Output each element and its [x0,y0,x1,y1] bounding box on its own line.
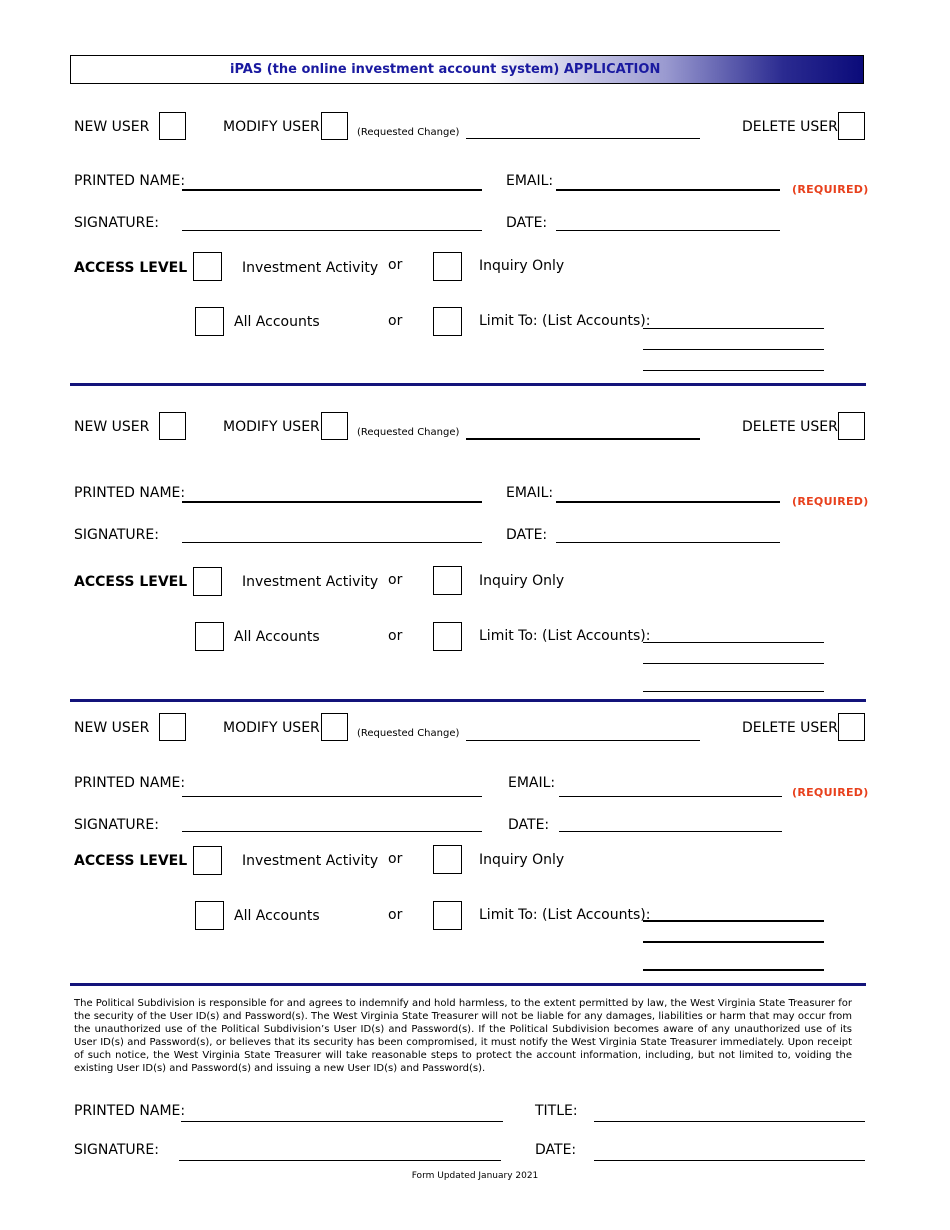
form-updated-footer: Form Updated January 2021 [411,1171,539,1181]
investment-activity-label: Investment Activity [242,260,379,276]
signature-field[interactable] [182,831,482,832]
new-user-checkbox[interactable] [159,412,186,440]
signature-label: SIGNATURE: [74,817,159,833]
all-accounts-label: All Accounts [234,314,320,330]
access-level-label: ACCESS LEVEL [74,260,188,276]
printed-name-label: PRINTED NAME: [74,173,186,189]
signature-label: SIGNATURE: [74,215,159,231]
account-list-field-2[interactable] [643,349,824,350]
auth-signature-field[interactable] [179,1160,501,1161]
delete-user-checkbox[interactable] [838,112,865,140]
account-list-field-2[interactable] [643,941,824,943]
requested-change-label: (Requested Change) [357,728,460,739]
all-accounts-label: All Accounts [234,629,320,645]
title-label: TITLE: [535,1103,578,1119]
limit-to-label: Limit To: (List Accounts): [479,628,651,644]
new-user-checkbox[interactable] [159,112,186,140]
modify-user-checkbox[interactable] [321,112,348,140]
account-list-field-1[interactable] [643,642,824,643]
date-field[interactable] [556,542,780,543]
date-label: DATE: [508,817,550,833]
printed-name-label: PRINTED NAME: [74,485,186,501]
new-user-checkbox[interactable] [159,713,186,741]
investment-activity-label: Investment Activity [242,574,379,590]
signature-field[interactable] [182,542,482,543]
limit-to-label: Limit To: (List Accounts): [479,907,651,923]
delete-user-checkbox[interactable] [838,412,865,440]
investment-activity-checkbox[interactable] [193,846,222,875]
delete-user-label: DELETE USER [742,720,838,736]
email-label: EMAIL: [508,775,556,791]
disclaimer-text: The Political Subdivision is responsible for and agrees to indemnify and hold harmless, to the extent permitted by law, the West Virginia State Treasurer for the security of the User ID(s) and Password(s). The West Virginia State Treasurer will not be liable for any damages, liabilities or harm that may occur from the unauthorized use of the Political Subdivision’s User ID(s) and Password(s). If the Political Subdivision becomes aware of any unauthorized use of its User ID(s) and Password(s), or believes that its security has been compromised, it must notify the West Virginia State Treasurer immediately. Upon receipt of such notice, the West Virginia State Treasurer will take reasonable steps to protect the account information, including, but not limited to, voiding the existing User ID(s) and Password(s) and issuing a new User ID(s) and Password(s). [74,998,852,1074]
all-accounts-checkbox[interactable] [195,307,224,336]
requested-change-field[interactable] [466,740,700,741]
new-user-label: NEW USER [74,119,150,135]
investment-activity-checkbox[interactable] [193,567,222,596]
or-label: or [388,628,403,644]
date-field[interactable] [559,831,782,832]
inquiry-only-label: Inquiry Only [479,573,565,589]
limit-to-checkbox[interactable] [433,622,462,651]
requested-change-field[interactable] [466,138,700,139]
or-label: or [388,907,403,923]
modify-user-checkbox[interactable] [321,713,348,741]
investment-activity-label: Investment Activity [242,853,379,869]
new-user-label: NEW USER [74,419,150,435]
printed-name-label: PRINTED NAME: [74,775,186,791]
signature-field[interactable] [182,230,482,231]
inquiry-only-label: Inquiry Only [479,852,565,868]
auth-printed-name-field[interactable] [181,1121,503,1122]
auth-title-field[interactable] [594,1121,865,1122]
email-field[interactable] [556,189,780,191]
limit-to-checkbox[interactable] [433,901,462,930]
access-level-label: ACCESS LEVEL [74,853,188,869]
access-level-label: ACCESS LEVEL [74,574,188,590]
requested-change-label: (Requested Change) [357,127,460,138]
account-list-field-3[interactable] [643,370,824,371]
requested-change-field[interactable] [466,438,700,440]
or-label: or [388,313,403,329]
investment-activity-checkbox[interactable] [193,252,222,281]
inquiry-only-checkbox[interactable] [433,566,462,595]
inquiry-only-checkbox[interactable] [433,845,462,874]
email-field[interactable] [559,796,782,797]
account-list-field-1[interactable] [643,920,824,922]
printed-name-field[interactable] [182,796,482,797]
or-label: or [388,851,403,867]
date-label: DATE: [506,527,548,543]
section-divider [70,983,866,986]
modify-user-label: MODIFY USER [223,419,320,435]
account-list-field-3[interactable] [643,691,824,692]
or-label: or [388,572,403,588]
all-accounts-checkbox[interactable] [195,622,224,651]
inquiry-only-label: Inquiry Only [479,258,565,274]
delete-user-checkbox[interactable] [838,713,865,741]
modify-user-checkbox[interactable] [321,412,348,440]
form-title: iPAS (the online investment account system) APPLICATION [230,62,661,77]
account-list-field-2[interactable] [643,663,824,664]
printed-name-field[interactable] [182,189,482,191]
signature-label: SIGNATURE: [74,527,159,543]
required-note: (REQUIRED) [792,495,869,508]
email-label: EMAIL: [506,173,554,189]
requested-change-label: (Requested Change) [357,427,460,438]
account-list-field-1[interactable] [643,328,824,329]
limit-to-checkbox[interactable] [433,307,462,336]
section-divider [70,699,866,702]
delete-user-label: DELETE USER [742,419,838,435]
or-label: or [388,257,403,273]
delete-user-label: DELETE USER [742,119,838,135]
section-divider [70,383,866,386]
email-field[interactable] [556,501,780,503]
printed-name-field[interactable] [182,501,482,503]
modify-user-label: MODIFY USER [223,720,320,736]
all-accounts-checkbox[interactable] [195,901,224,930]
inquiry-only-checkbox[interactable] [433,252,462,281]
date-field[interactable] [556,230,780,231]
required-note: (REQUIRED) [792,183,869,196]
email-label: EMAIL: [506,485,554,501]
signature-label: SIGNATURE: [74,1142,159,1158]
auth-date-field[interactable] [594,1160,865,1161]
account-list-field-3[interactable] [643,969,824,971]
printed-name-label: PRINTED NAME: [74,1103,186,1119]
date-label: DATE: [506,215,548,231]
date-label: DATE: [535,1142,577,1158]
limit-to-label: Limit To: (List Accounts): [479,313,651,329]
required-note: (REQUIRED) [792,786,869,799]
all-accounts-label: All Accounts [234,908,320,924]
modify-user-label: MODIFY USER [223,119,320,135]
new-user-label: NEW USER [74,720,150,736]
